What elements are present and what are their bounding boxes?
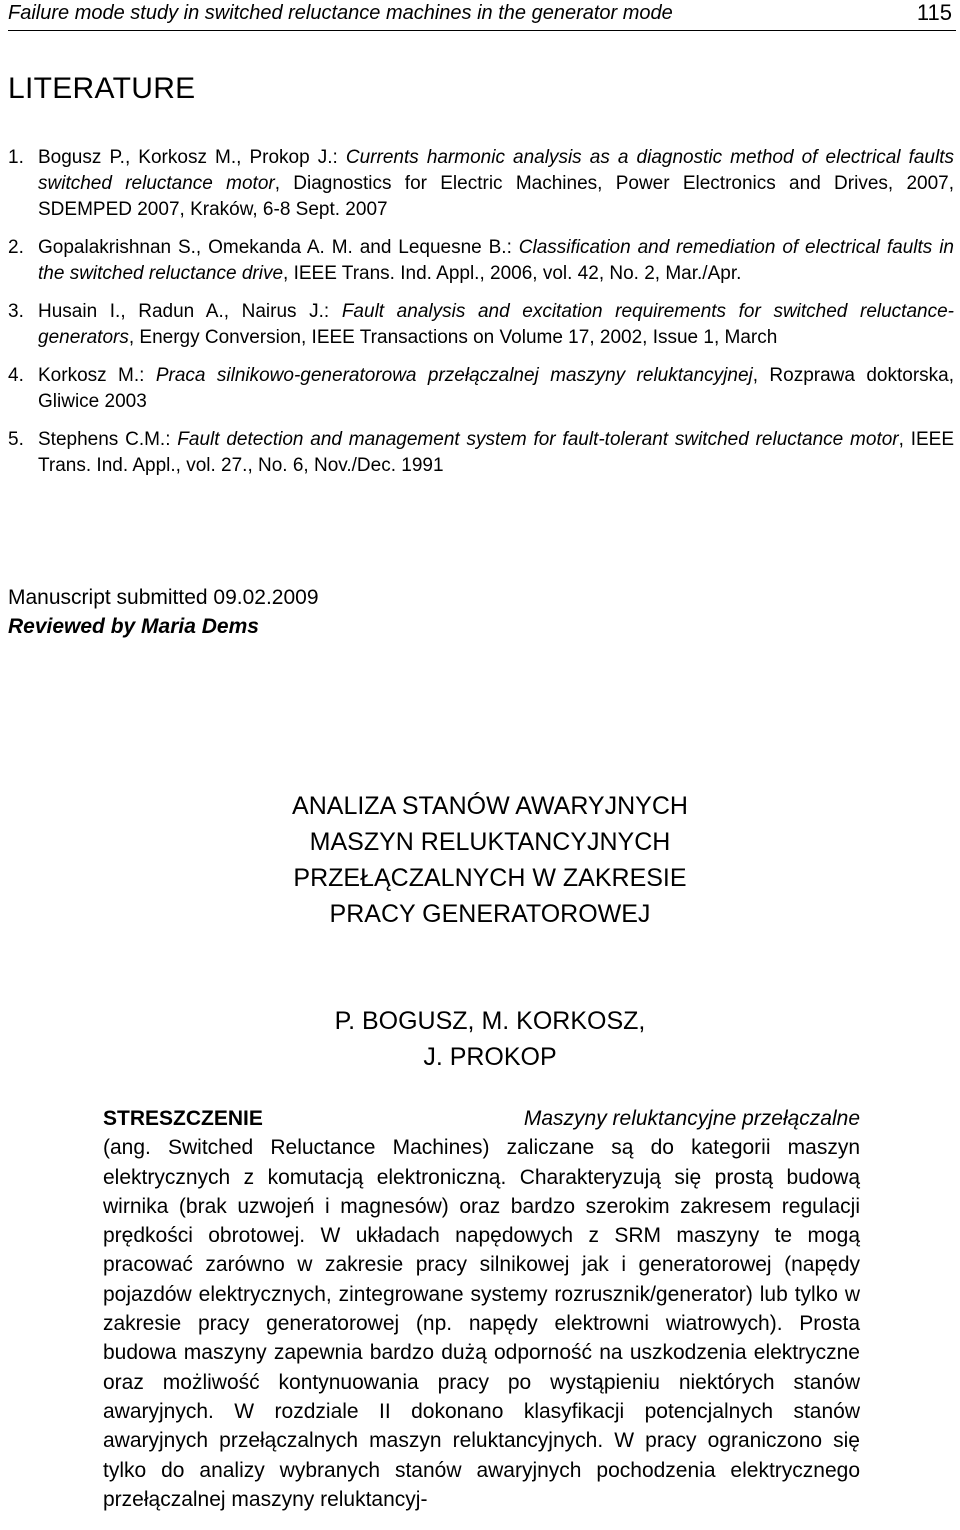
polish-title-line: PRACY GENERATOROWEJ xyxy=(329,900,651,928)
reference-source: , IEEE Trans. Ind. Appl., vol. 27., No. 6, Nov./Dec. 1991 xyxy=(38,429,955,476)
abstract xyxy=(103,1104,860,1514)
reference-item xyxy=(8,299,954,351)
running-title: Failure mode study in switched reluctance machines in the generator mode xyxy=(8,2,673,24)
polish-title-line: MASZYN RELUKTANCYJNYCH xyxy=(309,828,671,856)
polish-title xyxy=(200,788,780,932)
reference-title: Currents harmonic analysis as a diagnostic method of electrical faults switched reluctance motor xyxy=(38,147,954,194)
reference-authors: Korkosz M.: xyxy=(38,365,156,386)
reference-source: , Rozprawa doktorska, Gliwice 2003 xyxy=(38,365,955,412)
reference-item xyxy=(8,145,954,223)
reference-number: 4. xyxy=(8,365,24,386)
polish-authors xyxy=(260,1003,720,1075)
reference-authors: Stephens C.M.: xyxy=(38,429,178,450)
reference-source: , Energy Conversion, IEEE Transactions on Volume 17, 2002, Issue 1, March xyxy=(128,327,778,348)
reference-number: 1. xyxy=(8,147,24,168)
abstract-label: STRESZCZENIE xyxy=(103,1107,263,1130)
reference-list xyxy=(8,145,954,491)
reference-number: 2. xyxy=(8,237,24,258)
reference-item xyxy=(8,235,954,287)
reference-source: , Diagnostics for Electric Machines, Power Electronics and Drives, 2007, SDEMPED 2007, Kraków, 6-8 Sept. 2007 xyxy=(38,173,954,220)
reference-number: 3. xyxy=(8,301,24,322)
polish-title-line: ANALIZA STANÓW AWARYJNYCH xyxy=(292,792,688,820)
reference-source: , IEEE Trans. Ind. Appl., 2006, vol. 42, No. 2, Mar./Apr. xyxy=(283,263,742,284)
reference-title: Classification and remediation of electrical faults in the switched reluctance drive xyxy=(38,237,954,284)
manuscript-submitted: Manuscript submitted 09.02.2009 xyxy=(8,586,319,609)
polish-title-line: PRZEŁĄCZALNYCH W ZAKRESIE xyxy=(293,864,687,892)
polish-authors-line: J. PROKOP xyxy=(423,1043,557,1071)
polish-authors-line: P. BOGUSZ, M. KORKOSZ, xyxy=(334,1007,646,1035)
abstract-first-phrase: Maszyny reluktancyjne przełączalne xyxy=(523,1107,860,1130)
reference-authors: Gopalakrishnan S., Omekanda A. M. and Lequesne B.: xyxy=(38,237,519,258)
reference-authors: Husain I., Radun A., Nairus J.: xyxy=(38,301,342,322)
page-number: 115 xyxy=(916,0,952,25)
reviewed-by: Reviewed by Maria Dems xyxy=(8,615,259,638)
reference-title: Praca silnikowo-generatorowa przełączalnej maszyny reluktancyjnej xyxy=(155,365,753,386)
reference-item xyxy=(8,427,954,479)
running-header xyxy=(8,0,956,31)
reference-item xyxy=(8,363,954,415)
reference-number: 5. xyxy=(8,429,24,450)
reference-title: Fault analysis and excitation requirements for switched reluctance-generators xyxy=(38,301,954,348)
literature-heading: LITERATURE xyxy=(8,72,196,105)
reference-title: Fault detection and management system for fault-tolerant switched reluctance motor xyxy=(177,429,899,450)
reference-authors: Bogusz P., Korkosz M., Prokop J.: xyxy=(38,147,346,168)
abstract-body: (ang. Switched Reluctance Machines) zaliczane są do kategorii maszyn elektrycznych z komutacją elektroniczną. Charakteryzują się prostą budową wirnika (brak uzwojeń i magnesów) oraz bardzo szerokim zakresem regulacji prędkości obrotowej. W układach napędowych z SRM maszyny te mogą pracować zarówno w zakresie pracy silnikowej jak i generatorowej (napędy pojazdów elektrycznych, zintegrowane systemy rozrusznik/generator) lub tylko w zakresie pracy generatorowej (np. napędy elektrowni wiatrowych). Prosta budowa maszyny zapewnia bardzo dużą odporność na uszkodzenia elektryczne oraz możliwość kontynuowania pracy po wystąpieniu niektórych stanów awaryjnych. W rozdziale II dokonano klasyfikacji potencjalnych stanów awaryjnych przełączalnych maszyn reluktancyjnych. W pracy ograniczono się tylko do analizy wybranych stanów awaryjnych pochodzenia elektrycznego przełączalnej maszyny reluktancyj- xyxy=(103,1136,860,1511)
